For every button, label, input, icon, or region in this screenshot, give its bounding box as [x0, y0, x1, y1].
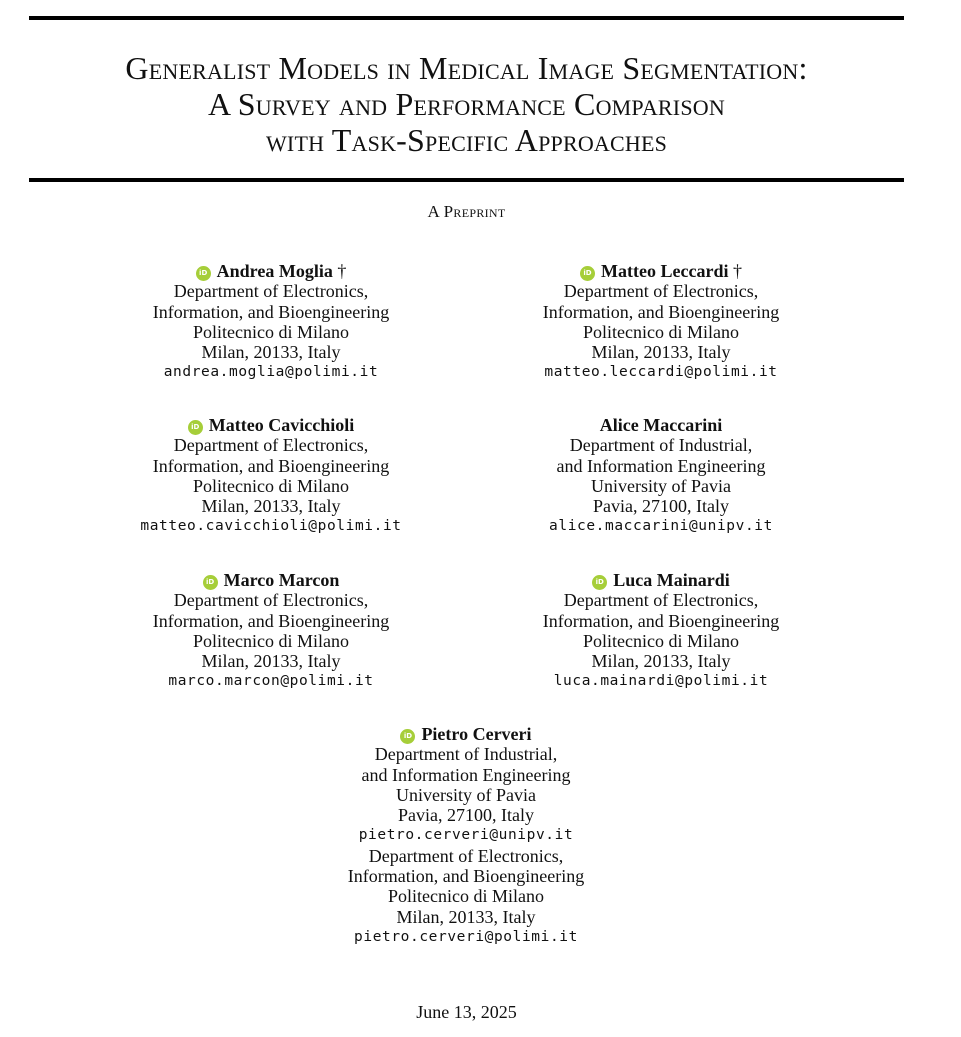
affiliation-line: Pavia, 27100, Italy	[593, 496, 729, 517]
affiliation-line: Department of Industrial,	[569, 435, 753, 456]
author-block-leccardi	[496, 261, 826, 383]
affiliation-line: and Information Engineering	[361, 764, 571, 785]
author-name: iD Pietro Cerveri	[301, 724, 631, 744]
affiliation-line: Politecnico di Milano	[193, 321, 349, 342]
author-block-maccarini	[496, 415, 826, 537]
title-line-1: Generalist Models in Medical Image Segmentation:	[125, 50, 808, 86]
author-email[interactable]: pietro.cerveri@unipv.it	[358, 827, 574, 844]
author-block-moglia	[106, 261, 436, 383]
affiliation-line: Politecnico di Milano	[193, 630, 349, 651]
affiliation-line: Department of Electronics,	[173, 281, 369, 302]
affiliation-line: Pavia, 27100, Italy	[398, 805, 534, 826]
affiliation-line: Milan, 20133, Italy	[201, 496, 341, 517]
author-name: iD Marco Marcon	[106, 570, 436, 590]
author-email[interactable]: matteo.leccardi@polimi.it	[544, 364, 778, 381]
affiliation-line: Information, and Bioengineering	[347, 866, 585, 887]
orcid-icon[interactable]: iD	[400, 729, 415, 744]
affiliation-line: Department of Electronics,	[173, 435, 369, 456]
author-block-mainardi	[496, 570, 826, 692]
author-block-cavicchioli	[106, 415, 436, 537]
affiliation-line: Milan, 20133, Italy	[396, 906, 536, 927]
author-name: iD Matteo Cavicchioli	[106, 415, 436, 435]
paper-title	[29, 50, 904, 158]
orcid-icon[interactable]: iD	[188, 420, 203, 435]
affiliation-line: Department of Industrial,	[374, 744, 558, 765]
author-email[interactable]: marco.marcon@polimi.it	[168, 673, 374, 690]
affiliation-line: Milan, 20133, Italy	[591, 651, 731, 672]
affiliation-line: Information, and Bioengineering	[152, 610, 390, 631]
author-email[interactable]: luca.mainardi@polimi.it	[553, 673, 769, 690]
author-email-secondary[interactable]: pietro.cerveri@polimi.it	[354, 928, 578, 945]
affiliation-line: Department of Electronics,	[563, 590, 759, 611]
affiliation-line: Information, and Bioengineering	[542, 301, 780, 322]
affiliation-line: Politecnico di Milano	[583, 630, 739, 651]
bottom-rule	[29, 178, 904, 182]
affiliation-line: Politecnico di Milano	[388, 886, 544, 907]
orcid-icon[interactable]: iD	[580, 266, 595, 281]
affiliation-line: Department of Electronics,	[563, 281, 759, 302]
equal-contribution-mark: †	[337, 261, 347, 281]
author-email[interactable]: alice.maccarini@unipv.it	[549, 518, 773, 535]
author-name: iD Luca Mainardi	[496, 570, 826, 590]
affiliation-line: Politecnico di Milano	[583, 321, 739, 342]
author-name: Alice Maccarini	[599, 415, 723, 435]
equal-contribution-mark: †	[732, 261, 742, 281]
affiliation-line: Information, and Bioengineering	[152, 301, 390, 322]
affiliation-line: Information, and Bioengineering	[152, 455, 390, 476]
affiliation-line: and Information Engineering	[556, 455, 766, 476]
author-block-marcon	[106, 570, 436, 692]
title-line-3: with Task-Specific Approaches	[265, 122, 668, 158]
preprint-label: A Preprint	[427, 202, 506, 221]
orcid-icon[interactable]: iD	[592, 575, 607, 590]
affiliation-line: Milan, 20133, Italy	[201, 342, 341, 363]
top-rule	[29, 16, 904, 20]
affiliation-line: Politecnico di Milano	[193, 475, 349, 496]
affiliation-line: University of Pavia	[591, 475, 731, 496]
author-name: iD Matteo Leccardi †	[496, 261, 826, 281]
orcid-icon[interactable]: iD	[203, 575, 218, 590]
affiliation-line: Department of Electronics,	[173, 590, 369, 611]
affiliation-line: Information, and Bioengineering	[542, 610, 780, 631]
affiliation-line: Department of Electronics,	[368, 845, 564, 866]
author-email[interactable]: matteo.cavicchioli@polimi.it	[140, 518, 402, 535]
affiliation-line: University of Pavia	[396, 784, 536, 805]
author-name: iD Andrea Moglia †	[106, 261, 436, 281]
orcid-icon[interactable]: iD	[196, 266, 211, 281]
publication-date: June 13, 2025	[416, 1002, 517, 1022]
affiliation-line: Milan, 20133, Italy	[591, 342, 731, 363]
author-email[interactable]: andrea.moglia@polimi.it	[163, 364, 379, 381]
title-line-2: A Survey and Performance Comparison	[208, 86, 725, 122]
affiliation-line: Milan, 20133, Italy	[201, 651, 341, 672]
author-block-cerveri	[301, 724, 631, 947]
